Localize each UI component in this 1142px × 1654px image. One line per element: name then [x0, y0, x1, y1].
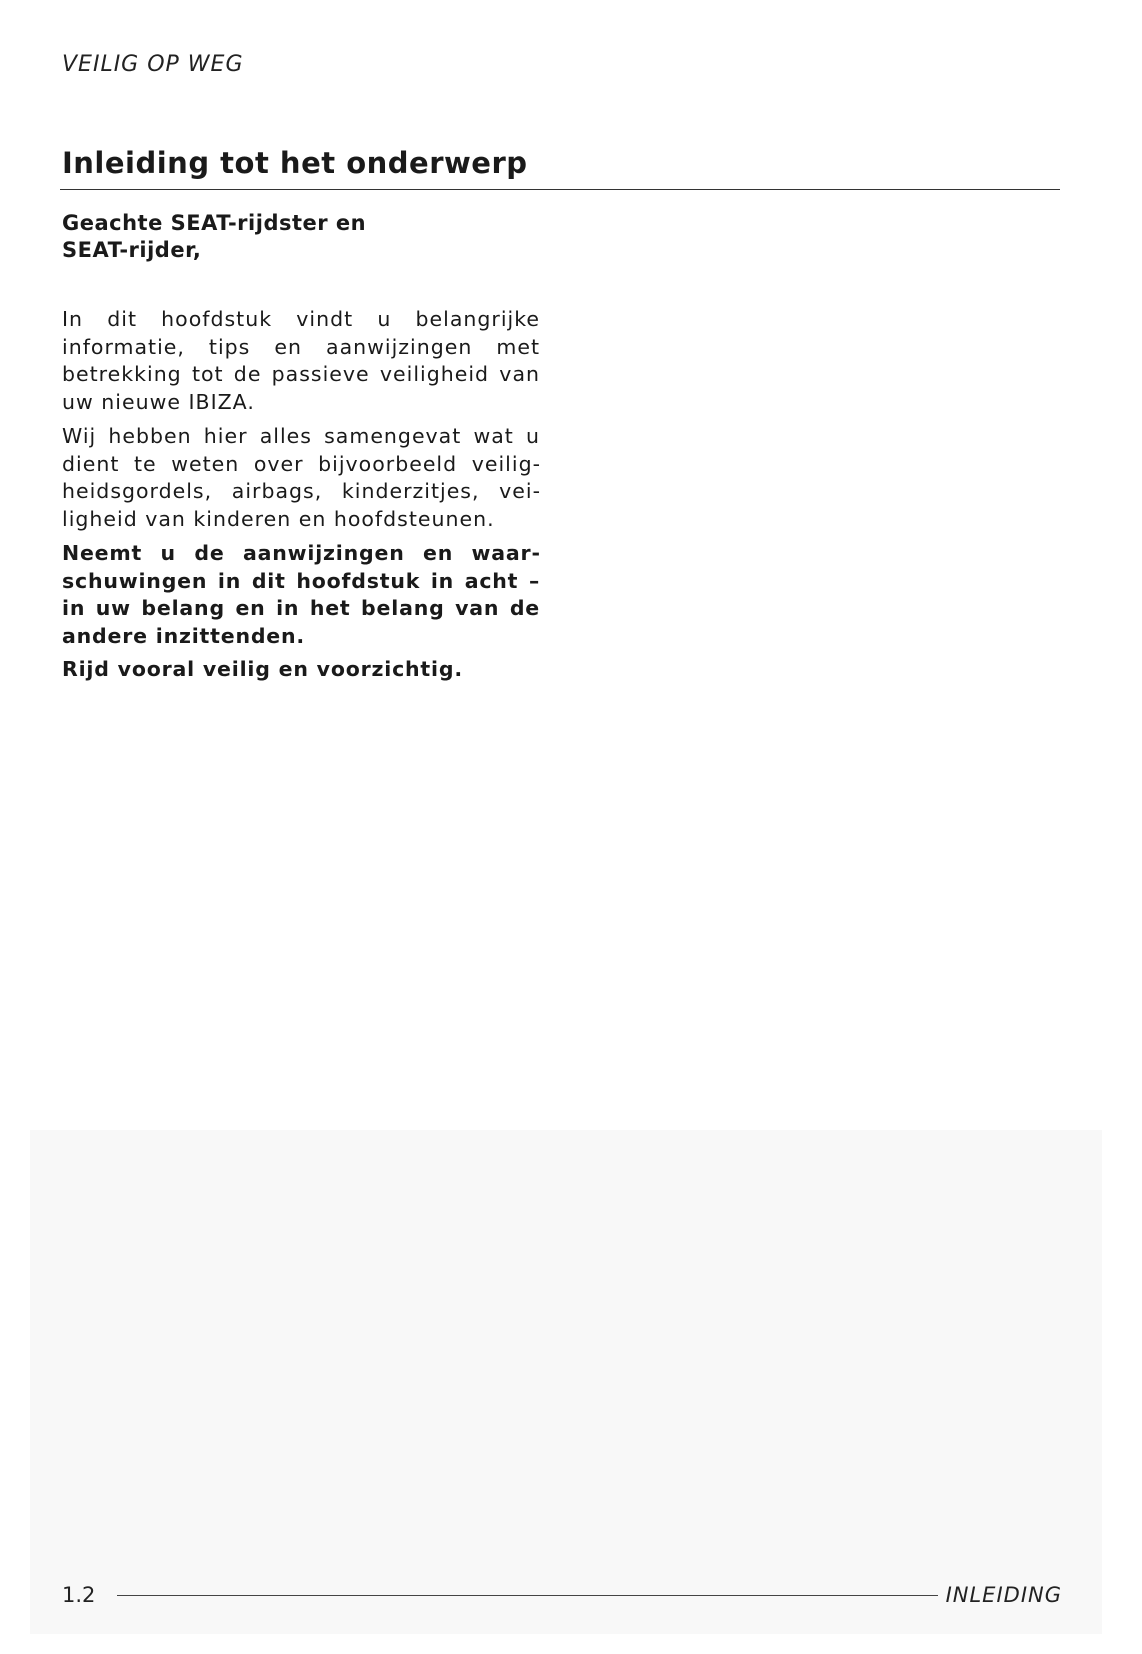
section-header: VEILIG OP WEG [62, 52, 244, 77]
greeting [62, 210, 542, 264]
summary-paragraph: Wij hebben hier alles samengevat wat u dient te weten over bijvoorbeeld veiligheidsgordels, airbags, kinderzitjes, veiligheid van kinderen en hoofdsteunen. [62, 424, 540, 531]
closing-paragraph: Rijd vooral veilig en voorzichtig. [62, 657, 463, 681]
title-divider [60, 189, 1060, 190]
page-number: 1.2 [62, 1583, 96, 1607]
page-footer [62, 1580, 1062, 1610]
footer-divider [117, 1595, 937, 1596]
greeting-line-2: SEAT-rijder, [62, 238, 202, 262]
warning-paragraph: Neemt u de aanwijzingen en waarschuwingen in dit hoofdstuk in acht – in uw belang en in het belang van de andere inzittenden. [62, 541, 540, 648]
footer-chapter-label: INLEIDING [945, 1583, 1062, 1607]
page-title: Inleiding tot het onderwerp [62, 146, 528, 180]
body-text [62, 306, 540, 690]
background-panel [30, 1130, 1102, 1634]
greeting-line-1: Geachte SEAT-rijdster en [62, 211, 367, 235]
intro-paragraph: In dit hoofdstuk vindt u belangrijke informatie, tips en aanwijzingen met betrekking tot de passieve veiligheid van uw nieuwe IBIZA. [62, 307, 540, 414]
